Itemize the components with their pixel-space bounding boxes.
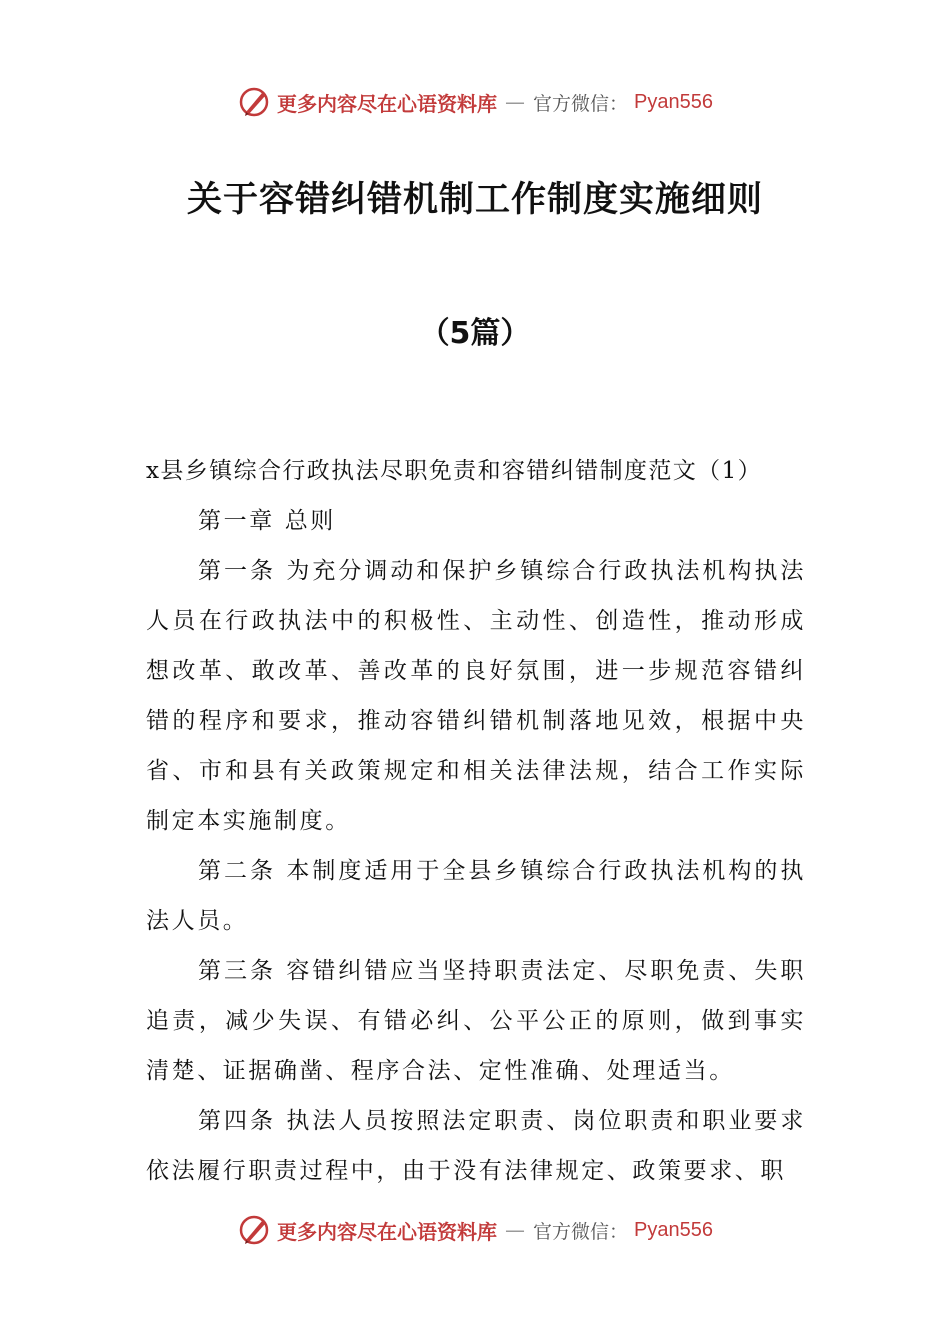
document-title: 关于容错纠错机制工作制度实施细则 bbox=[186, 180, 763, 220]
pen-circle-logo-icon bbox=[237, 85, 271, 119]
chapter-heading: 第一章 总则 bbox=[198, 508, 336, 534]
article-paragraph: 第二条 本制度适用于全县乡镇综合行政执法机构的执法人员。 bbox=[146, 858, 806, 934]
article-paragraph: 第一条 为充分调动和保护乡镇综合行政执法机构执法人员在行政执法中的积极性、主动性、创造性，推动形成想改革、敢改革、善改革的良好氛围，进一步规范容错纠错的程序和要求，推动容错纠错机制落地见效，根据中央省、市和县有关政策规定和相关法律法规，结合工作实际制定本实施制度。 bbox=[146, 558, 806, 834]
watermark-official-label: 官方微信： bbox=[533, 1220, 629, 1243]
watermark-brand-text: 更多内容尽在心语资料库 bbox=[277, 91, 497, 116]
article-paragraph: 第四条 执法人员按照法定职责、岗位职责和职业要求依法履行职责过程中，由于没有法律规定、政策要求、职 bbox=[146, 1108, 806, 1184]
watermark-brand-text: 更多内容尽在心语资料库 bbox=[277, 1219, 497, 1244]
watermark-official-label: 官方微信： bbox=[533, 92, 629, 115]
watermark-dash: — bbox=[505, 1218, 525, 1242]
watermark-group bbox=[237, 85, 713, 119]
watermark-wechat-id: Pyan556 bbox=[634, 1218, 713, 1241]
watermark-group bbox=[237, 1213, 713, 1247]
document-subtitle: （5篇） bbox=[419, 316, 531, 351]
section-heading: x县乡镇综合行政执法尽职免责和容错纠错制度范文（1） bbox=[146, 458, 763, 484]
article-paragraph: 第三条 容错纠错应当坚持职责法定、尽职免责、失职追责，减少失误、有错必纠、公平公正的原则，做到事实清楚、证据确凿、程序合法、定性准确、处理适当。 bbox=[146, 958, 806, 1084]
watermark-wechat-id: Pyan556 bbox=[634, 90, 713, 113]
watermark-dash: — bbox=[505, 90, 525, 114]
header-watermark bbox=[0, 82, 950, 122]
document-body bbox=[146, 446, 806, 1196]
footer-watermark bbox=[0, 1210, 950, 1250]
pen-circle-logo-icon bbox=[237, 1213, 271, 1247]
